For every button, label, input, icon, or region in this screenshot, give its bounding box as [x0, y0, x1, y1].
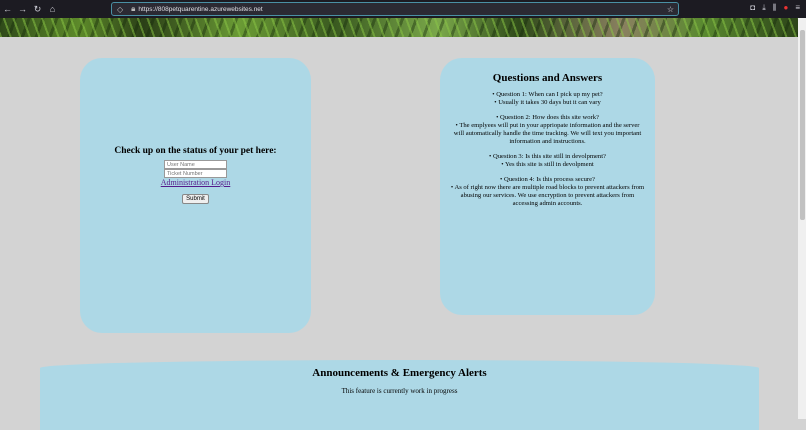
download-icon[interactable]: ⤓ — [762, 3, 766, 12]
qa-item: • Question 1: When can I pick up my pet? • Usually it takes 30 days but it can vary — [492, 91, 603, 106]
forward-icon[interactable]: → — [18, 4, 27, 14]
shield-icon: ◇ — [117, 4, 124, 14]
announcements-text: This feature is currently work in progress — [341, 387, 458, 395]
bookmark-star-icon[interactable]: ☆ — [666, 4, 674, 14]
question: Question 2: How does this site work? — [500, 114, 599, 121]
browser-toolbar — [0, 0, 806, 18]
qa-item: • Question 3: Is this site still in devolpment? • Yes this site is still in devolpment — [489, 153, 606, 168]
qa-card — [440, 58, 655, 315]
scrollbar-thumb[interactable] — [800, 30, 805, 220]
pet-status-card — [80, 58, 311, 333]
header-banner-image — [0, 18, 798, 37]
home-icon[interactable]: ⌂ — [49, 4, 56, 14]
question: Question 3: Is this site still in devolpment? — [492, 153, 606, 160]
admin-login-link[interactable]: Administration Login — [160, 178, 231, 187]
qa-item: • Question 4: Is this process secure? • As of right now there are multiple road blocks to prevent attackers from abusing our services. We use encryption to prevent attackers from accessing admin accounts. — [450, 176, 645, 207]
status-heading: Check up on the status of your pet here: — [114, 146, 277, 156]
qa-item: • Question 2: How does this site work? • The emplyees will put in your appriopate information and the server will automatically handle the time tracking. We will text you important information and instructions. — [453, 114, 642, 145]
answer: Yes this site is still in devolpment — [504, 161, 594, 168]
address-bar[interactable] — [111, 2, 679, 16]
library-icon[interactable]: ⫼ — [772, 3, 777, 12]
extension-icon[interactable]: ● — [783, 3, 789, 12]
announcements-title: Announcements & Emergency Alerts — [312, 367, 487, 379]
username-input[interactable] — [164, 160, 227, 169]
reload-icon[interactable]: ↻ — [33, 3, 42, 14]
question: Question 4: Is this process secure? — [503, 176, 595, 183]
submit-button[interactable]: Submit — [182, 194, 209, 204]
pocket-icon[interactable]: ◘ — [750, 3, 756, 12]
lock-icon: 🔒︎ — [131, 4, 136, 13]
menu-icon[interactable]: ≡ — [795, 3, 800, 12]
answer: Usually it takes 30 days but it can vary — [498, 99, 601, 106]
announcements-section — [40, 360, 759, 430]
answer: As of right now there are multiple road blocks to prevent attackers from abusing our services. We use encryption to prevent attackers from accessing admin accounts. — [454, 184, 645, 207]
url-text: https://808petquarentine.azurewebsites.net — [138, 5, 263, 13]
question: Question 1: When can I pick up my pet? — [496, 91, 603, 98]
qa-title: Questions and Answers — [492, 72, 603, 84]
ticket-number-input[interactable] — [164, 169, 227, 178]
answer: The emplyees will put in your appriopate information and the server will automatically handle the time tracking. We will text you important information and instructions. — [453, 122, 642, 145]
back-icon[interactable]: ← — [3, 4, 12, 14]
